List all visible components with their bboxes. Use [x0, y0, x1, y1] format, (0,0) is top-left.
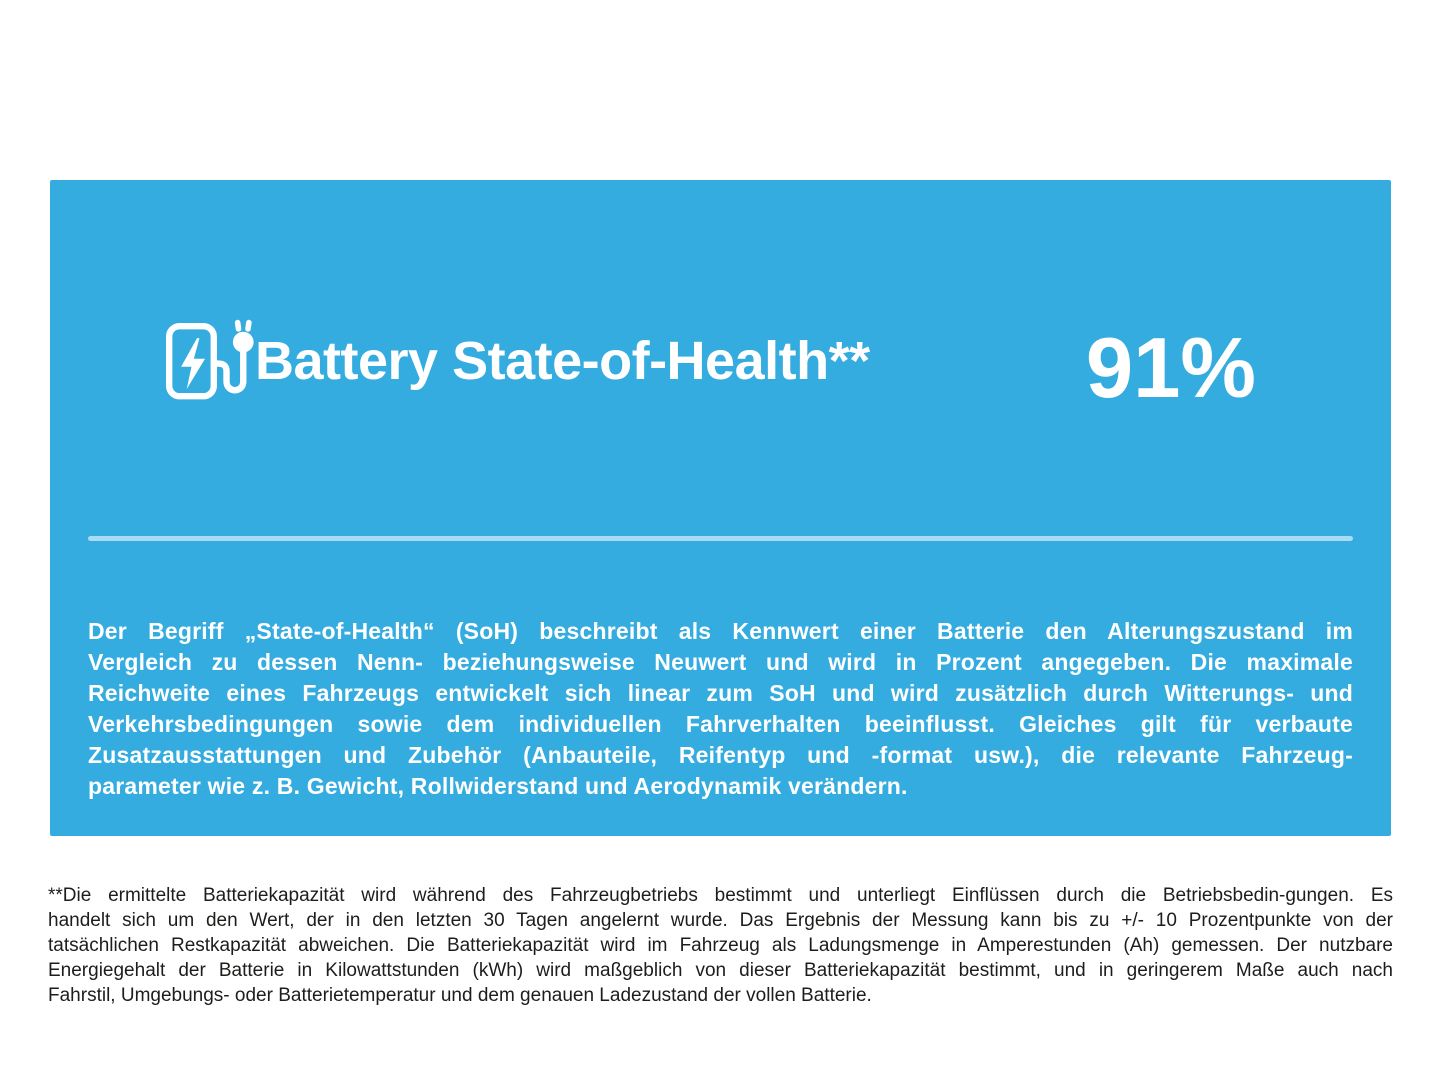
footnote-line: Energiegehalt der Batterie in Kilowattstunden (kWh) wird maßgeblich von dieser Batteriekapazität bestimmt, und in geringerem Maße auch nach [48, 960, 1393, 981]
footnote [48, 883, 1393, 1008]
card-title: Battery State-of-Health** [255, 331, 870, 391]
divider [88, 536, 1353, 541]
description-line: Reichweite eines Fahrzeugs entwickelt sich linear zum SoH und wird zusätzlich durch Witterungs- und [88, 680, 1353, 706]
description-line: Zusatzausstattungen und Zubehör (Anbauteile, Reifentyp und -format usw.), die relevante Fahrzeug- [88, 742, 1353, 768]
footnote-line: **Die ermittelte Batteriekapazität wird während des Fahrzeugbetriebs bestimmt und unterliegt Einflüssen durch die Betriebsbedin-gungen. Es [48, 885, 1393, 906]
soh-value: 91% [1085, 321, 1256, 416]
footnote-line: handelt sich um den Wert, der in den letzten 30 Tagen angelernt wurde. Das Ergebnis der Messung kann bis zu +/- 10 Prozentpunkte von der [48, 910, 1393, 931]
description-line: Der Begriff „State-of-Health“ (SoH) beschreibt als Kennwert einer Batterie den Alterungszustand im [88, 618, 1353, 644]
footnote-line: Fahrstil, Umgebungs- oder Batterietemperatur und dem genauen Ladezustand der vollen Batterie. [48, 985, 872, 1006]
footnote-line: tatsächlichen Restkapazität abweichen. Die Batteriekapazität wird im Fahrzeug als Ladungsmenge in Amperestunden (Ah) gemessen. Der nutzbare [48, 935, 1393, 956]
charging-station-icon [162, 310, 256, 406]
battery-soh-card [50, 180, 1391, 836]
description-line: parameter wie z. B. Gewicht, Rollwiderstand und Aerodynamik verändern. [88, 773, 908, 799]
description-line: Verkehrsbedingungen sowie dem individuellen Fahrverhalten beeinflusst. Gleiches gilt für verbaute [88, 711, 1353, 737]
description-line: Vergleich zu dessen Nenn- beziehungsweise Neuwert und wird in Prozent angegeben. Die maximale [88, 649, 1353, 675]
card-description [88, 616, 1353, 802]
